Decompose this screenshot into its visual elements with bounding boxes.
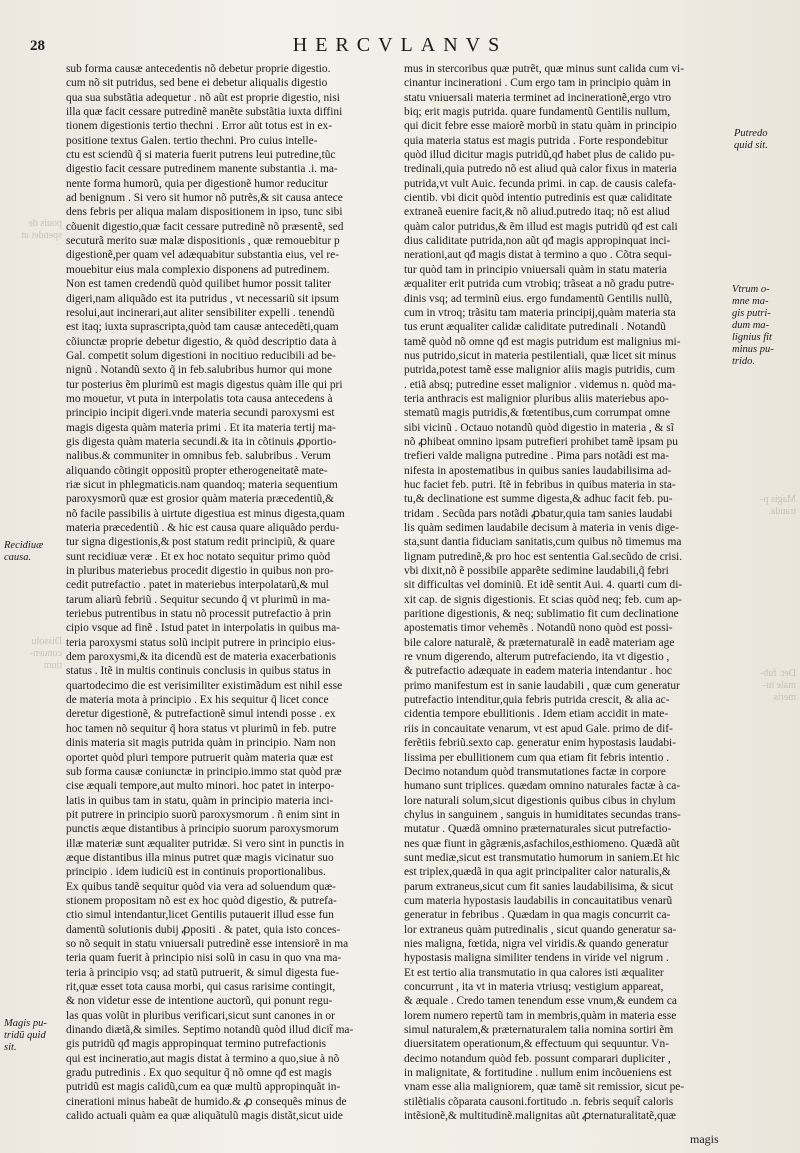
bleed-through-mark: Magis p- trauda. <box>760 494 796 517</box>
bleed-through-mark: pouis de spendet ut <box>21 218 62 241</box>
bleed-through-mark: Dissolu conuen- tium <box>29 636 62 671</box>
margin-note-magis-putridum: Magis pu- tridũ quid sit. <box>4 1018 47 1053</box>
margin-note-verum-omne: Vtrum o- mne ma- gis putri- dum ma- lignius fit minus pu- trido. <box>732 284 774 367</box>
left-text-column: sub forma causæ antecedentis nõ debetur proprie digestio. cum nõ sit putridus, sed bene ei debetur aliqualis digestio qua sua substãtia adequetur . nõ aũt est proprie digestio, nisi illa quæ facit cessare putredinẽ manẽte substãtia iuxta diffini tionem digestionis tertio thechni . Error aũt totus est in ex- positione textus Galen. tertio thechni. Pro cuius intelle- ctu est sciendũ q̃ si materia fuerit putrens leui putredine,tũc digestio facit cessare putredinem manente substantia .i. ma- nente forma humorũ, quia per digestionẽ humor reducitur ad benignum . Si vero sit humor nõ putrẽs,& sit causa antece dens febris per aliqua malam dispositionem in ipso, tunc sibi cõuenit digestio,quæ facit cessare putredinẽ nõ præsentẽ, sed secuturã merito suæ malæ dispositionis , quæ remouebitur p digestionẽ,per quam vel adæquabitur substantia eius, vel re- mouebitur eius mala complexio disponens ad putredinem. Non est tamen credendũ quòd quilibet humor possit taliter digeri,nam aliquãdo est ita putridus , vt necessariũ sit ipsum resolui,aut incinerari,aut aliter sensibiliter expelli . tenendũ est itaq; iuxta suprascripta,quòd tam causæ antecedẽti,quam cõiunctæ proprie debetur digestio, & quòd descriptio data à Gal. competit solum digestioni in nocitiuo reducibili ad be- nignũ . Notandũ sexto q̃ in feb.salubribus humor qui mone tur posterius ẽm plurimũ est magis digestus quàm ille qui pri mo mouetur, vt puta in interpolatis tota causa antecedens à principio incipit digeri.vnde materia secundi paroxysmi est magis digesta quàm materia primi . Et ita materia tertij ma- gis digesta quàm materia secundi.& ita in cõtinuis ꝓportio- nalibus.& communiter in omnibus feb. salubribus . Verum aliquando cõtingit oppositũ propter etherogeneitatẽ mate- riæ sicut in phlegmaticis.nam quandoq; materia sequentium paroxysmorũ quæ est grosior quàm materia præcedentiũ,& nõ facile passibilis à uirtute digestiua est minus digesta,quam materia præcedentiũ . & hic est causa quare aliquãdo perdu- tur signa digestionis,& post statum redit principiũ, & quare sunt recidiuæ veræ . Et ex hoc notato sequitur primo quòd in pluribus materiebus procedit digestio in quibus non pro- cedit putrefactio . patet in materiebus interpolatarũ,& mul tarum aliarũ febriũ . Sequitur secundo q̃ vt plurimũ in ma- teriebus putrentibus in statu nõ processit putrefactio à prin cipio vsque ad finẽ . Istud patet in interpolatis in quibus ma- teria paroxysmi status solũ incipit putrere in principio eius- dem paroxysmi,& ita dicendũ est de materia exacerbationis status . Itẽ in multis continuis conclusis in quibus status in quartodecimo die est verisimiliter existimãdum est nihil esse de materia mota à principio . Ex his sequitur q̃ licet conce deretur digestionẽ, & putrefactionẽ simul intendi posse . ex hoc tamen nõ sequitur q̃ hora status vt plurimũ in feb. putre dinis materia sit magis putrida quàm in principio. Nam non oportet quòd pluri tempore putruerit quàm materia quæ est sub forma causæ coniunctæ in principio.immo stat quòd præ cise æquali tempore,aut multo minori. hoc patet in interpo- latis in quibus tam in statu, quàm in principio materia inci- pit putrere in principio suorũ paroxysmorum . ñ enim sint in punctis æque distantibus à principio suorum paroxysmorum illæ materiæ sunt æqualiter putridæ. Si vero sint in punctis in æque distantibus illa minus putret quæ magis vicinatur suo principio . idem iudiciũ est in continuis proportionalibus. Ex quibus tandẽ sequitur quòd via vera ad soluendum quæ- stionem propositam nõ est ex hoc quòd digestio, & putrefa- ctio simul intendantur,licet Gentilis putauerit illud esse fun damentũ solutionis dubij ꝓpositi . & patet, quia isto conces- so nõ sequit in statu vniuersali putredinẽ esse intensiorẽ in ma teria quam fuerit à principio nisi solũ in casu in quo vna ma- teria à principio vsq; ad statũ putruerit, & simul digesta fue- rit,quæ esset tota causa morbi, qui casus rarisime contingit, & non videtur esse de intentione auctorũ, qui ponunt regu- las quas volũt in pluribus verificari,sicut sunt canones in or dinando diætã,& similes. Septimo notandũ quòd illud dicit̃ ma- gis putridũ qđ magis appropinquat termino putrefactionis qui est incineratio,aut magis distat à termino a quo,siue à nõ gradu putredinis . Ex quo sequitur q̃ nõ omne qđ est magis putridũ est magis calidũ,cum ea quæ multũ appropinquãt in- cinerationi minus habeãt de humido.& ꝓ consequẽs minus de calido actuali quàm ea quæ aliquãtulũ magis distãt,sicut uide <box>66 63 354 1123</box>
page-header <box>30 34 770 60</box>
page-number: 28 <box>30 38 45 54</box>
right-text-column: mus in stercoribus quæ putrẽt, quæ minus sunt calida cum vi- cinantur incinerationi . Cum ergo tam in principio quàm in statu vniuersali materia terminet ad incinerationẽ,ergo vtro biq; erit magis putrida. quare fundamentũ Gentilis nullum, qui dicit febre esse maiorẽ morbũ in statu quàm in principio quia materia status est magis putrida . Forte respondebitur quòd illud dicitur magis putridũ,qđ habet plus de calido pu- tredinali,quia putredo nõ est aliud quà calor fixus in materia putrida,vt vult Auic. fecunda primi. in cap. de causis calefa- cientib. vbi dicit quòd intentio putredinis est quæ caliditate extraneã euenire facit,& nõ aliud.putredo itaq; nõ est aliud quàm calor putridus,& ẽm illud est magis putridũ qđ est cali dius caliditate putrida,non aũt qđ magis appropinquat inci- nerationi,aut qđ magis distat à termino a quo . Cõtra sequi- tur quòd tam in principio vniuersali quàm in statu materia æqualiter erit putrida cum vtrobiq; trãseat a nõ gradu putre- dinis vsq; ad terminũ eius. ergo fundamentũ Gentilis nullũ, cum in vtroq; trãsitu tam materia principij,quàm materia sta tus erunt æqualiter calidæ caliditate putredinali . Notandũ tamẽ quòd nõ omne qđ est magis putridum est malignius mi- nus putrido,sicut in materia pestilentiali, quæ licet sit minus putrida,potest tamẽ esse malignior aliis magis putridis, cum . etiã absq; putredine esset malignior . videmus n. quòd ma- teria anthracis est malignior pluribus aliis materiebus apo- stematũ magis putridis,& fœtentibus,cum corrumpat omne sibi vicinũ . Octauo notandũ quòd digestio in materia , & sĩ nõ ꝓhibeat omnino ipsam putrefieri prohibet tamẽ ipsam pu trefieri valde maligna putredine . Pima pars notãdi est ma- nifesta in apostematibus in quibus sanies laudabilisima ad- huc faciet feb. putri. Itẽ in febribus in quibus materia in sta- tu,& declinatione est summe digesta,& adhuc facit feb. pu- tridam . Secũda pars notãdi ꝓbatur,quia tam sanies laudabi lis quàm sedimen laudabile decisum à materia in venis dige- sta,sunt dantia fiduciam sanitatis,cum quibus nõ timemus ma lignam putredinẽ,& pro hoc est sententia Gal.secũdo de crisi. vbi dixit,nõ ẽ possibile apparẽte sedimine laudabili,q̃ febri sit difficultas vel dominiũ. Et idẽ sentit Aui. 4. quarti cum di- xit cap. de signis digestionis. Et scias quòd neq; feb. cum ap- paritione digestionis, & neq; sublimatio fit cum declinatione apostematis timor vehemẽs . Notandũ nono quòd est possi- bile calore naturalẽ, & præternaturalẽ in eadẽ materiam age re vnum digerendo, alterum putrefaciendo, ita vt digestio , & putrefactio adæquate in eadem materia intendantur . hoc primo manifestum est in sanie laudabili , quæ cum generatur putrefactio intenditur,quia febris putrida crescit, & alia ac- cidentia tempore ebullitionis . Idem etiam accidit in mate- riis in concauitate venarum, vt est apud Gale. primo de dif- ferẽtiis febriũ.sexto cap. generatur enim hypostasis laudabi- lissima per ebullitionem cum qua etiam fit febris intentio . Decimo notandum quòd transmutationes factæ in corpore humano sunt triplices. quædam omnino naturales factæ à ca- lore naturali solum,sicut digestionis quibus cibus in chylum chylus in sanguinem , sanguis in humiditates secundas trans- mutatur . Quædã omnino præternaturales sicut putrefactio- nes quæ fiunt in gãgrænis,asfachilos,esthiomeno. Quædã aũt sunt mediæ,sicut est transmutatio humorum in saniem.Et hic est triplex,quædã in qua agit principaliter calor naturalis,& parum extraneus,sicut cum fit sanies laudabilisima, & sicut cum materia hypostasis laudabilis in concauitatibus venarũ generatur in febribus . Quædam in qua magis concurrit ca- lor extraneus quàm putredinalis , sicut quando generatur sa- nies maligna, fœtida, nigra vel viridis.& quando generatur hypostasis maligna similiter tendens in viride vel nigrum . Et est tertio alia transmutatio in qua calores isti æqualiter concurrunt , ita vt in materia vtriusq; vestigium appareat, & æquale . Credo tamen tenendum esse vnum,& eundem ca lorem numero repertũ tam in membris,quàm in materia esse simul naturalem,& præternaturalem talia nomina sortiri ẽm diuersitatem operationum,& effectuum qui sequuntur. Vn- decimo notandum quòd feb. possunt comparari dupliciter , in malignitate, & fortitudine . nullum enim incõueniens est vnam esse alia maligniorem, quæ tamẽ sit remissior, sicut pe- stilẽtialis cõparata causoni.fortitudo .n. febris sequit̃ caloris intẽsionẽ,& multitudinẽ.malignitas aũt ꝓternaturalitatẽ,quæ <box>404 63 685 1123</box>
margin-note-putredo-quid: Putredo quid sit. <box>734 128 768 151</box>
bleed-through-mark: Der. fub- male tu- meris <box>759 668 796 703</box>
margin-note-recidivae: Recidiuæ causa. <box>4 540 44 563</box>
running-title: HERCVLANVS <box>292 34 508 56</box>
catchword: magis <box>690 1132 719 1146</box>
